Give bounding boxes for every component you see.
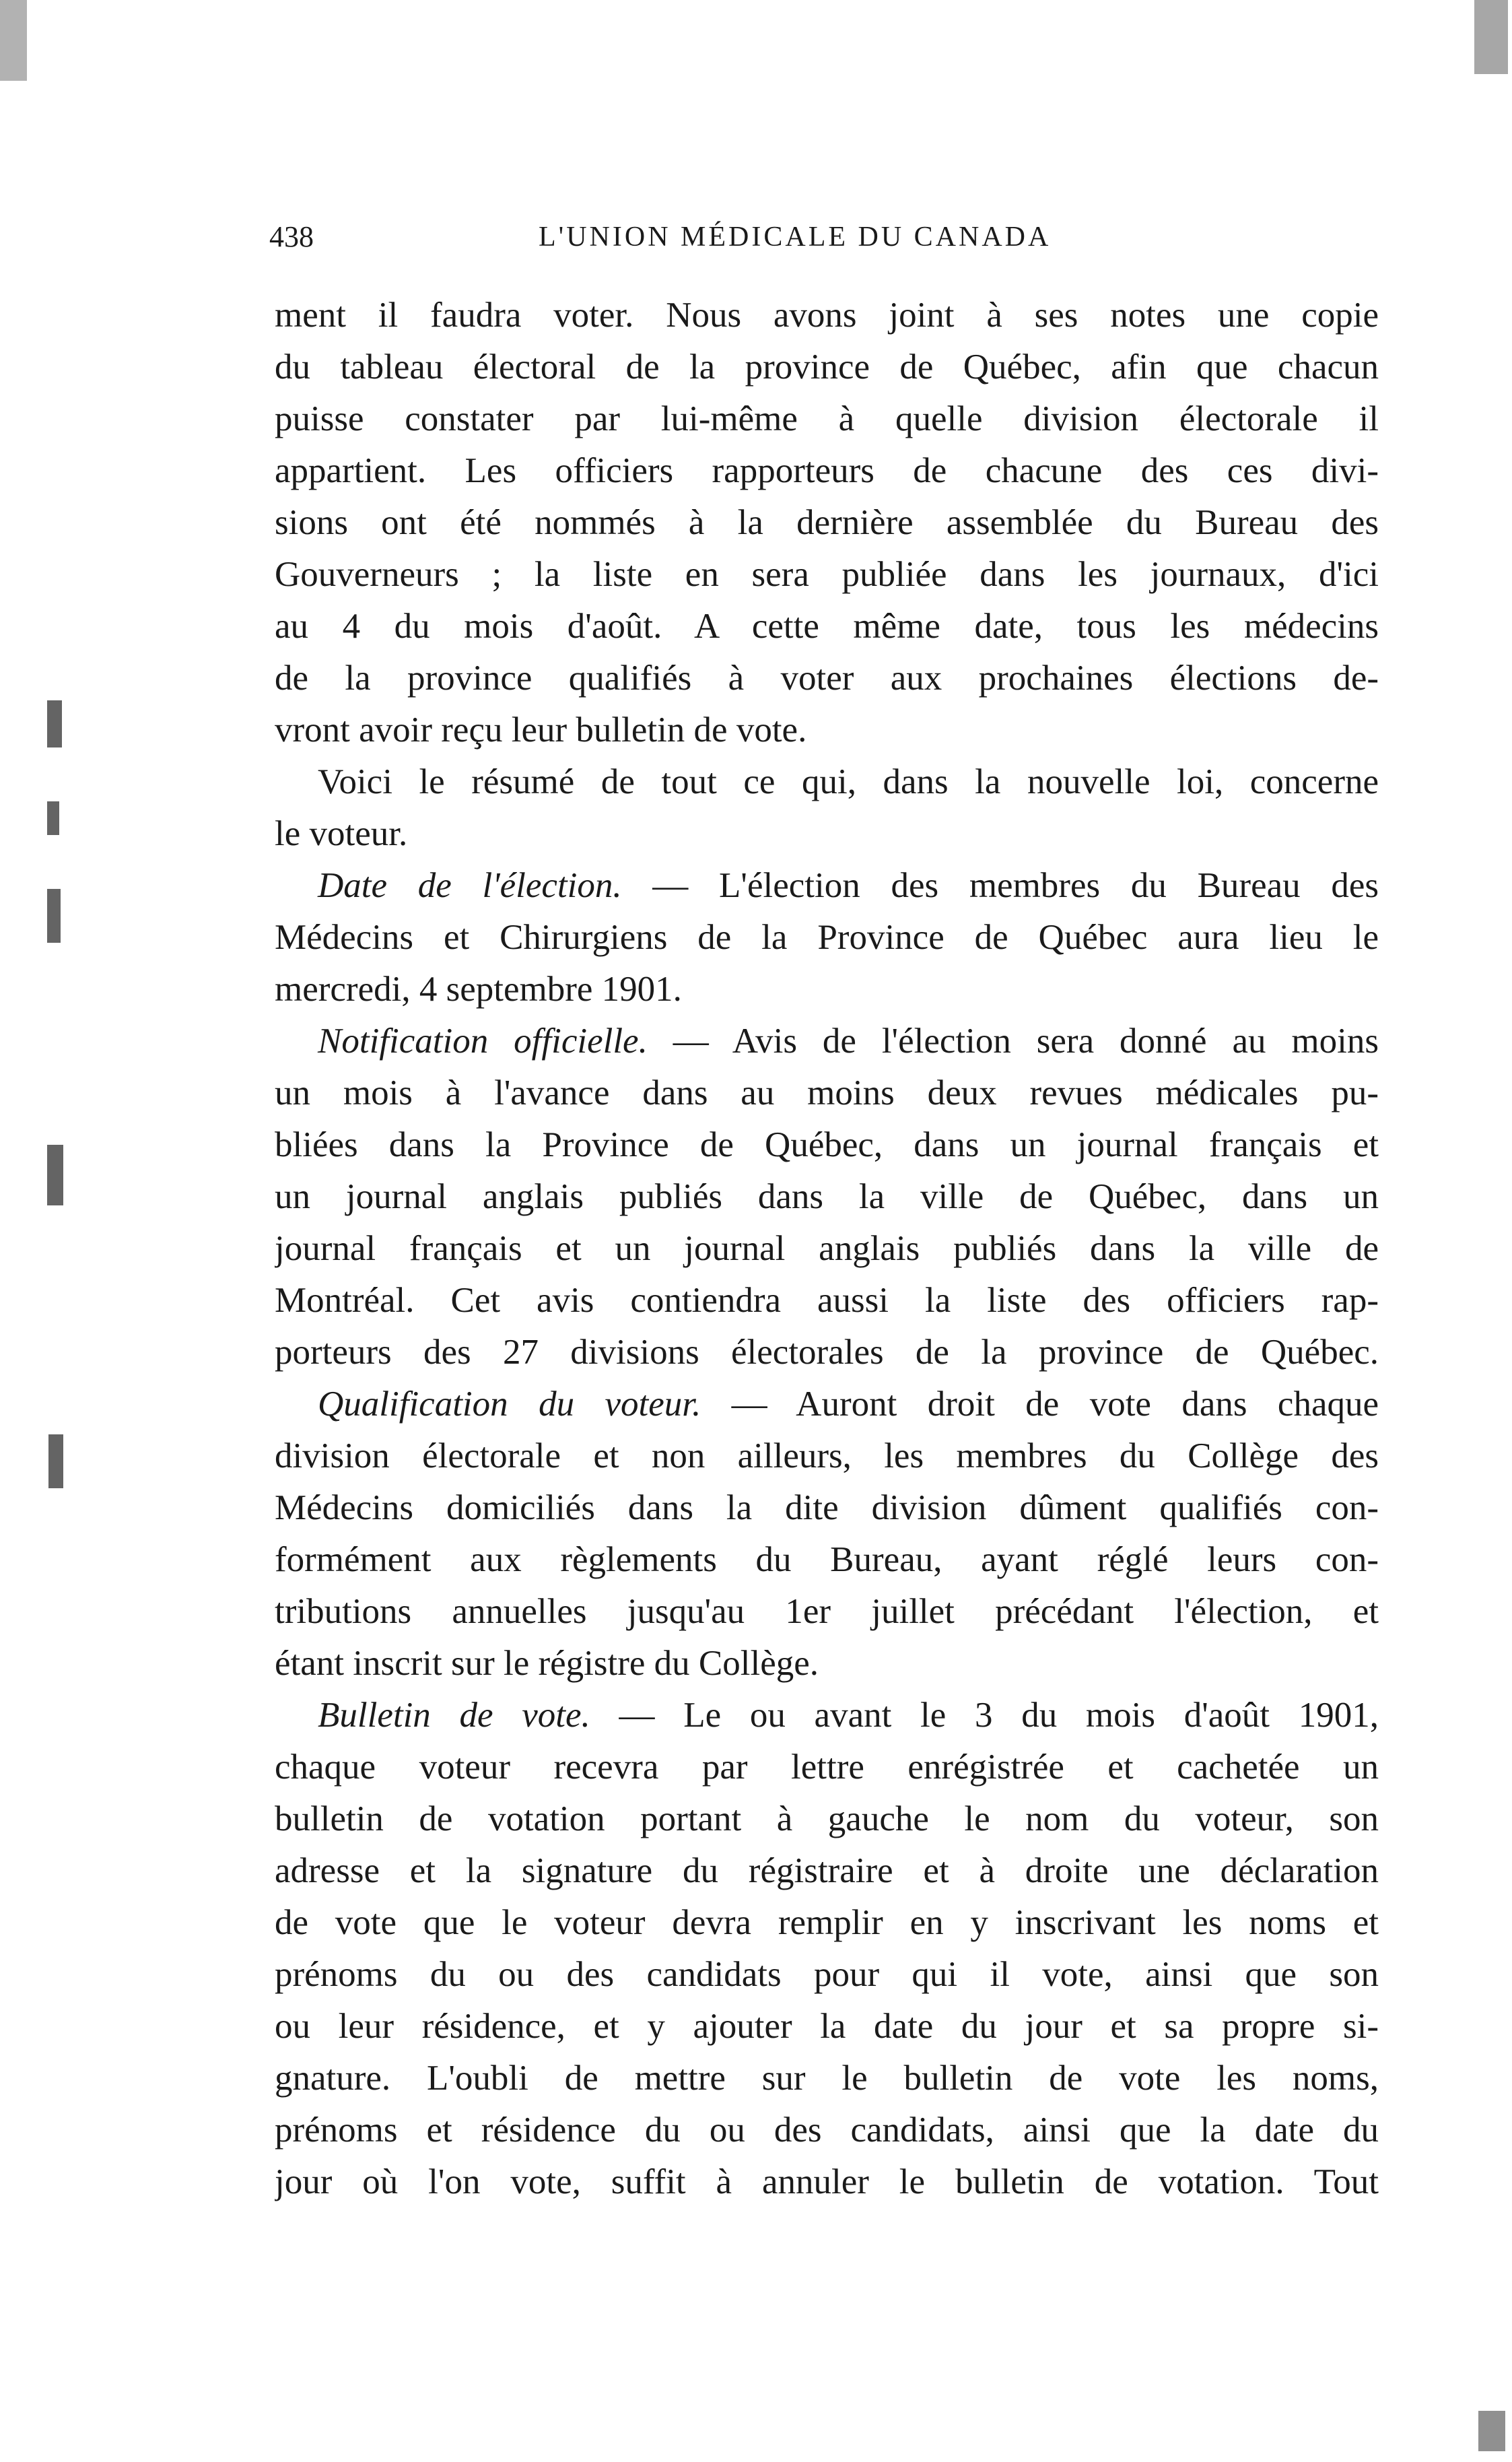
text-line: [275, 912, 1379, 964]
line-text: appartient. Les officiers rapporteurs de chacune des ces divi-: [275, 451, 1379, 490]
text-line: [275, 497, 1379, 549]
scan-artifact: [0, 0, 27, 81]
line-text: mercredi, 4 septembre 1901.: [275, 970, 682, 1009]
scan-artifact: [1478, 2411, 1505, 2451]
text-line: [275, 1586, 1379, 1638]
text-line: [275, 393, 1379, 445]
scan-artifact: [47, 1145, 63, 1205]
line-text: prénoms du ou des candidats pour qui il vote, ainsi que son: [275, 1955, 1379, 1994]
page-header: [269, 220, 1387, 260]
text-line: [275, 1690, 1379, 1741]
text-line: [275, 964, 1379, 1016]
scan-artifact: [47, 889, 61, 943]
line-text: tributions annuelles jusqu'au 1er juillet précédant l'élection, et: [275, 1592, 1379, 1631]
text-line: [275, 1793, 1379, 1845]
scan-artifact: [47, 700, 62, 747]
section-heading: Bulletin de vote.: [318, 1696, 590, 1735]
text-line: [275, 1327, 1379, 1378]
section-heading: Qualification du voteur.: [318, 1385, 701, 1424]
text-line: [275, 756, 1379, 808]
text-line: [275, 445, 1379, 497]
text-line: [275, 2104, 1379, 2156]
line-text: de vote que le voteur devra remplir en y inscrivant les noms et: [275, 1903, 1379, 1942]
text-line: [275, 1949, 1379, 2001]
line-text: Médecins domiciliés dans la dite division dûment qualifiés con-: [275, 1488, 1379, 1527]
text-line: [275, 704, 1379, 756]
text-line: [275, 653, 1379, 704]
scan-artifact: [48, 1434, 63, 1488]
text-line: [275, 1119, 1379, 1171]
line-text: bulletin de votation portant à gauche le nom du voteur, son: [275, 1799, 1379, 1838]
page-number: 438: [269, 220, 314, 253]
text-line: [275, 860, 1379, 912]
line-text: journal français et un journal anglais publiés dans la ville de: [275, 1229, 1379, 1268]
line-text: jour où l'on vote, suffit à annuler le bulletin de votation. Tout: [275, 2162, 1379, 2201]
section-heading: Notification officielle.: [318, 1022, 648, 1061]
section-heading: Date de l'élection.: [318, 866, 622, 905]
line-text: le voteur.: [275, 814, 408, 853]
text-line: [275, 2001, 1379, 2053]
line-text: un journal anglais publiés dans la ville de Québec, dans un: [275, 1177, 1379, 1216]
text-line: [275, 1534, 1379, 1586]
line-text: de la province qualifiés à voter aux prochaines élections de-: [275, 659, 1379, 698]
line-text: — L'élection des membres du Bureau des: [621, 866, 1379, 905]
text-line: [275, 2156, 1379, 2208]
line-text: du tableau électoral de la province de Québec, afin que chacun: [275, 347, 1379, 387]
line-text: Montréal. Cet avis contiendra aussi la liste des officiers rap-: [275, 1281, 1379, 1320]
line-text: ou leur résidence, et y ajouter la date du jour et sa propre si-: [275, 2007, 1379, 2046]
text-line: [275, 1378, 1379, 1430]
line-text: puisse constater par lui-même à quelle division électorale il: [275, 399, 1379, 438]
line-text: adresse et la signature du régistraire et à droite une déclaration: [275, 1851, 1379, 1890]
line-text: — Avis de l'élection sera donné au moins: [647, 1022, 1379, 1061]
text-line: [275, 601, 1379, 653]
scan-artifact: [1474, 0, 1508, 74]
text-line: [275, 549, 1379, 601]
line-text: un mois à l'avance dans au moins deux revues médicales pu-: [275, 1073, 1379, 1112]
text-line: [275, 1897, 1379, 1949]
line-text: gnature. L'oubli de mettre sur le bulletin de vote les noms,: [275, 2059, 1379, 2098]
line-text: division électorale et non ailleurs, les membres du Collège des: [275, 1436, 1379, 1475]
text-line: [275, 1171, 1379, 1223]
text-line: [275, 2053, 1379, 2104]
line-text: vront avoir reçu leur bulletin de vote.: [275, 710, 807, 750]
text-line: [275, 1223, 1379, 1275]
text-line: [275, 290, 1379, 341]
line-text: — Le ou avant le 3 du mois d'août 1901,: [590, 1696, 1379, 1735]
line-text: prénoms et résidence du ou des candidats, ainsi que la date du: [275, 2110, 1379, 2150]
text-line: [275, 1275, 1379, 1327]
line-text: ment il faudra voter. Nous avons joint à ses notes une copie: [275, 296, 1379, 335]
line-text: au 4 du mois d'août. A cette même date, tous les médecins: [275, 607, 1379, 646]
text-line: [275, 1638, 1379, 1690]
line-text: formément aux règlements du Bureau, ayant réglé leurs con-: [275, 1540, 1379, 1579]
running-head: L'UNION MÉDICALE DU CANADA: [539, 222, 1052, 253]
text-line: [275, 1016, 1379, 1067]
text-line: [275, 1067, 1379, 1119]
line-text: Gouverneurs ; la liste en sera publiée dans les journaux, d'ici: [275, 555, 1379, 594]
line-text: porteurs des 27 divisions électorales de la province de Québec.: [275, 1333, 1379, 1372]
text-line: [275, 1430, 1379, 1482]
text-line: [275, 1845, 1379, 1897]
line-text: chaque voteur recevra par lettre enrégistrée et cachetée un: [275, 1748, 1379, 1787]
line-text: — Auront droit de vote dans chaque: [701, 1385, 1379, 1424]
line-text: étant inscrit sur le régistre du Collège.: [275, 1644, 819, 1683]
line-text: sions ont été nommés à la dernière assemblée du Bureau des: [275, 503, 1379, 542]
line-text: bliées dans la Province de Québec, dans un journal français et: [275, 1125, 1379, 1164]
line-text: Médecins et Chirurgiens de la Province de Québec aura lieu le: [275, 918, 1379, 957]
line-text: Voici le résumé de tout ce qui, dans la nouvelle loi, concerne: [318, 762, 1379, 801]
body-text: [275, 290, 1379, 2208]
text-line: [275, 808, 1379, 860]
scan-artifact: [47, 801, 59, 835]
text-line: [275, 1482, 1379, 1534]
text-line: [275, 1741, 1379, 1793]
text-line: [275, 341, 1379, 393]
